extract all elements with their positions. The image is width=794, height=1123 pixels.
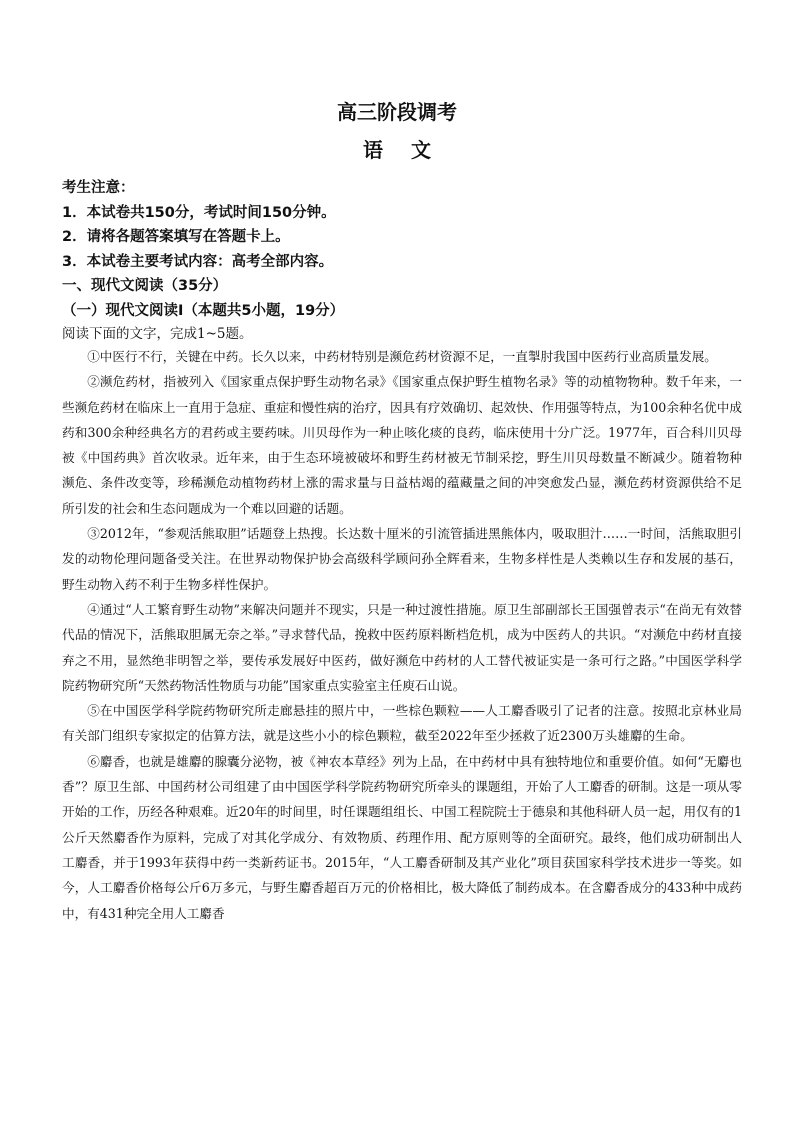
subsection-heading: （一）现代文阅读Ⅰ（本题共5小题，19分） (62, 302, 345, 319)
exam-title: 高三阶段调考 (337, 100, 457, 124)
reading-instruction: 阅读下面的文字，完成1~5题。 (62, 326, 253, 342)
exam-notice (62, 176, 742, 323)
notice-heading: 考生注意： (62, 180, 135, 196)
reading-passage (62, 344, 742, 926)
passage-paragraph: ⑥麝香，也就是雄麝的腺囊分泌物，被《神农本草经》列为上品，在中药材中具有独特地位和重要价值。如何“无麝也香”？原卫生部、中国药材公司组建了由中国医学科学院药物研究所牵头的课题组，开始了人工麝香的研制。这是一项从零开始的工作，历经各种艰难。近20年的时间里，时任课题组组长、中国工程院院士于德泉和其他科研人员一起，用仅有的1公斤天然麝香作为原料，完成了对其化学成分、有效物质、药理作用、配方原则等的全面研究。最终，他们成功研制出人工麝香，并于1993年获得中药一类新药证书。2015年，“人工麝香研制及其产业化”项目获国家科学技术进步一等奖。如今，人工麝香价格每公斤6万多元，与野生麝香超百万元的价格相比，极大降低了制药成本。在含麝香成分的433种中成药中，有431种完全用人工麝香 (62, 753, 742, 921)
passage-paragraph: ④通过“人工繁育野生动物”来解决问题并不现实，只是一种过渡性措施。原卫生部副部长王国强曾表示“在尚无有效替代品的情况下，活熊取胆属无奈之举。”寻求替代品，挽救中医药原料断档危机，成为中医药人的共识。“对濒危中药材直接弃之不用，显然绝非明智之举，要传承发展好中医药，做好濒危中药材的人工替代被证实是一条可行之路。”中国医学科学院药物研究所“天然药物活性物质与功能”国家重点实验室主任庾石山说。 (62, 601, 742, 693)
passage-paragraph: ③2012年，“参观活熊取胆”话题登上热搜。长达数十厘米的引流管插进黑熊体内，吸取胆汁……一时间，活熊取胆引发的动物伦理问题备受关注。在世界动物保护协会高级科学顾问孙全辉看来，生物多样性是人类赖以生存和发展的基石，野生动物入药不利于生物多样性保护。 (62, 526, 742, 592)
section-heading: 一、现代文阅读（35分） (62, 278, 228, 294)
notice-item: 2．请将各题答案填写在答题卡上。 (62, 229, 290, 245)
passage-paragraph: ⑤在中国医学科学院药物研究所走廊悬挂的照片中，一些棕色颗粒——人工麝香吸引了记者的注意。按照北京林业局有关部门组织专家拟定的估算方法，就是这些小小的棕色颗粒，截至2022年至少拯救了近2300万头雄麝的生命。 (62, 703, 742, 744)
notice-item: 1．本试卷共150分，考试时间150分钟。 (62, 204, 336, 221)
exam-subject: 语文 (363, 138, 459, 162)
notice-item: 3．本试卷主要考试内容：高考全部内容。 (62, 253, 334, 270)
passage-paragraph: ②濒危药材，指被列入《国家重点保护野生动物名录》《国家重点保护野生植物名录》等的动植物物种。数千年来，一些濒危药材在临床上一直用于急症、重症和慢性病的治疗，因具有疗效确切、起效快、作用强等特点，为100余种名优中成药和300余种经典名方的君药或主要药味。川贝母作为一种止咳化痰的良药，临床使用十分广泛。1977年，百合科川贝母被《中国药典》首次收录。近年来，由于生态环境被破坏和野生药材被无节制采挖，野生川贝母数量不断减少。随着物种濒危、条件改变等，珍稀濒危动植物药材上涨的需求量与日益枯竭的蕴藏量之间的冲突愈发凸显，濒危药材资源供给不足所引发的社会和生态问题成为一个难以回避的话题。 (62, 374, 742, 516)
passage-paragraph: ①中医行不行，关键在中药。长久以来，中药材特别是濒危药材资源不足，一直掣肘我国中医药行业高质量发展。 (87, 349, 717, 364)
